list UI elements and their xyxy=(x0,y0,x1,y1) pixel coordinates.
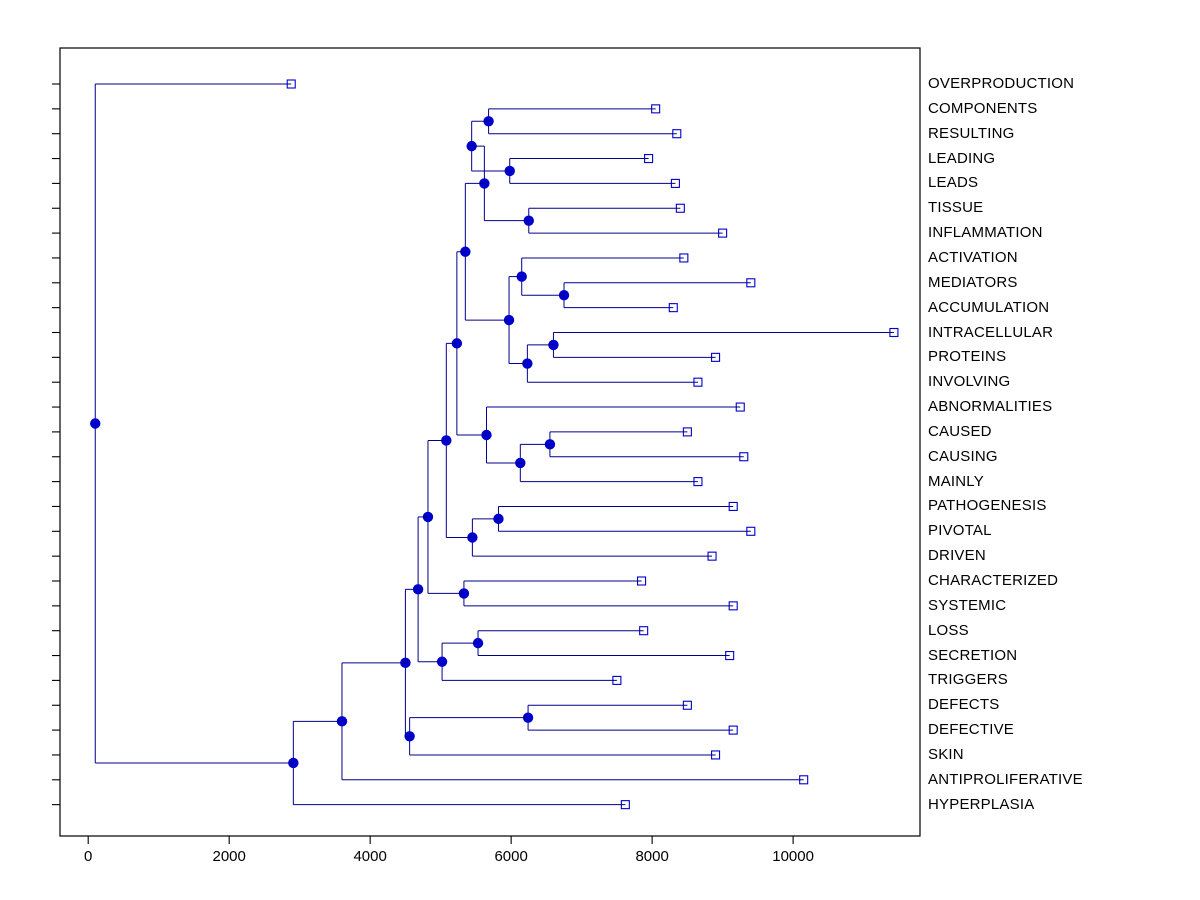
leaf-label: TRIGGERS xyxy=(928,671,1008,689)
leaf-label: INVOLVING xyxy=(928,373,1011,391)
tree-layer xyxy=(90,80,898,809)
leaf-label: ABNORMALITIES xyxy=(928,398,1053,416)
leaf-label: TISSUE xyxy=(928,199,984,217)
leaf-label: MEDIATORS xyxy=(928,273,1018,291)
leaf-label: SKIN xyxy=(928,745,964,763)
leaf-label: DRIVEN xyxy=(928,547,986,565)
leaf-label: LEADS xyxy=(928,174,979,192)
leaf-label: PROTEINS xyxy=(928,348,1007,366)
leaf-label: ANTIPROLIFERATIVE xyxy=(928,770,1083,788)
leaf-label: DEFECTS xyxy=(928,696,1000,714)
leaf-label: PATHOGENESIS xyxy=(928,497,1047,515)
x-axis-tick-label: 10000 xyxy=(772,848,814,865)
leaf-label: COMPONENTS xyxy=(928,99,1038,117)
leaf-label: DEFECTIVE xyxy=(928,721,1014,739)
leaf-label: HYPERPLASIA xyxy=(928,795,1035,813)
leaf-label: CHARACTERIZED xyxy=(928,572,1059,589)
x-axis-tick-label: 8000 xyxy=(635,848,669,865)
leaf-label: INFLAMMATION xyxy=(928,224,1043,242)
leaf-label: ACTIVATION xyxy=(928,248,1018,266)
leaf-label: PIVOTAL xyxy=(928,522,992,540)
leaf-label: INTRACELLULAR xyxy=(928,323,1054,341)
leaf-label: CAUSED xyxy=(928,422,992,440)
leaf-label: RESULTING xyxy=(928,124,1015,142)
leaf-label: LOSS xyxy=(928,621,969,639)
leaf-label: MAINLY xyxy=(928,472,984,490)
leaf-label: CAUSING xyxy=(928,447,998,465)
x-axis-tick-label: 6000 xyxy=(494,848,528,865)
x-axis-tick-label: 0 xyxy=(84,848,93,865)
merge-node-marker xyxy=(90,418,100,428)
x-axis-tick-label: 2000 xyxy=(212,848,246,865)
leaf-label: LEADING xyxy=(928,149,996,167)
leaf-label: SYSTEMIC xyxy=(928,596,1007,614)
leaf-label: OVERPRODUCTION xyxy=(928,75,1075,92)
leaf-label: SECRETION xyxy=(928,646,1018,664)
leaf-label: ACCUMULATION xyxy=(928,298,1050,316)
x-axis-tick-label: 4000 xyxy=(353,848,387,865)
